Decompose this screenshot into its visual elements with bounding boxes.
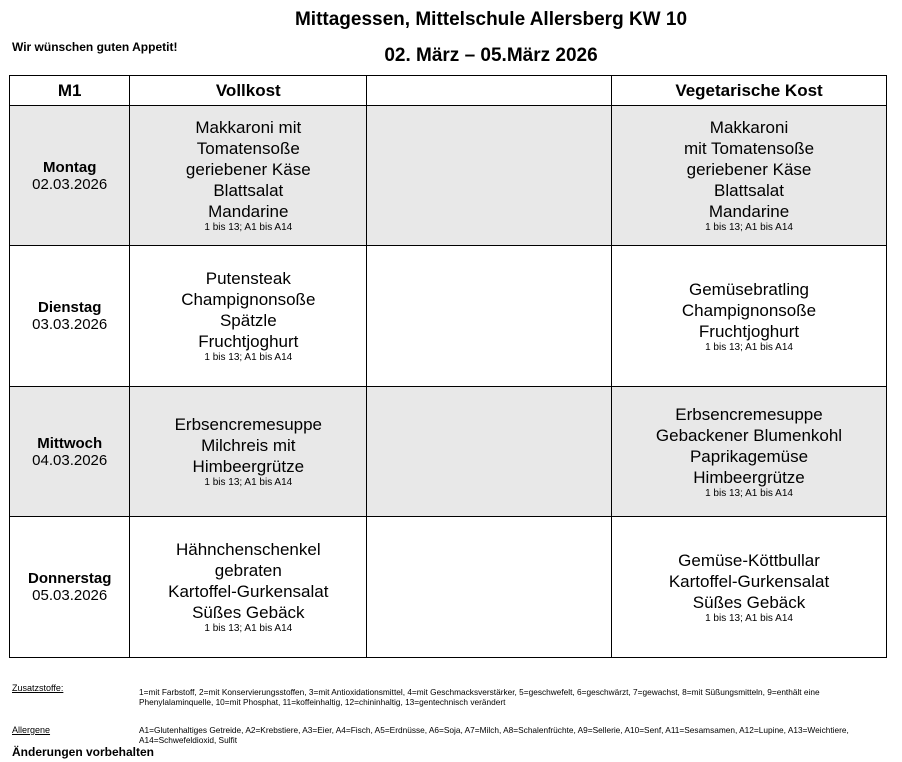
allergen-note: 1 bis 13; A1 bis A14 xyxy=(204,352,293,363)
dish-line: Blattsalat xyxy=(213,181,284,200)
empty-cell xyxy=(367,246,612,387)
dish-line: Putensteak xyxy=(205,269,291,288)
dish-line: Erbsencremesuppe xyxy=(675,404,823,424)
dish-line: Süßes Gebäck xyxy=(192,603,305,622)
dish-line: Paprikagemüse xyxy=(689,446,809,466)
vegetarisch-cell xyxy=(612,517,887,658)
empty-cell xyxy=(367,387,612,517)
dish-line: Milchreis mit xyxy=(201,436,296,455)
allergen-note: 1 bis 13; A1 bis A14 xyxy=(204,623,293,634)
day-name: Mittwoch xyxy=(37,434,103,452)
dish-line: Kartoffel-Gurkensalat xyxy=(668,571,830,591)
menu-table xyxy=(9,75,887,658)
vollkost-cell xyxy=(130,387,367,517)
vollkost-cell xyxy=(130,106,367,246)
dish-line: Erbsencremesuppe xyxy=(174,415,323,434)
allergene-label: Allergene xyxy=(12,725,51,735)
column-header-vollkost: Vollkost xyxy=(130,76,367,106)
allergen-note: 1 bis 13; A1 bis A14 xyxy=(204,477,293,488)
dish-line: gebraten xyxy=(214,561,282,580)
dish-line: Himbeergrütze xyxy=(192,457,305,476)
dish-line: Blattsalat xyxy=(714,181,784,200)
dish-line: Himbeergrütze xyxy=(693,467,805,487)
zusatzstoffe-text: 1=mit Farbstoff, 2=mit Konservierungsstoffen, 3=mit Antioxidationsmittel, 4=mit Geschmacksverstärker, 5=geschwefelt, 6=geschwärzt, 7=gewachst, 8=mit Süßungsmitteln, 9=enthält eine Phenylalaminquelle, 10=mit Phosphat, 11=koffeinhaltig, 12=chininhaltig, 13=gentechnisch verändert xyxy=(139,687,820,707)
dish-line: Mandarine xyxy=(708,202,790,221)
vollkost-cell xyxy=(130,517,367,658)
dish-line: Makkaroni xyxy=(709,118,789,137)
date-range: 02. März – 05.März 2026 xyxy=(384,45,598,66)
table-row xyxy=(10,106,887,246)
day-cell xyxy=(10,387,130,517)
table-row xyxy=(10,517,887,658)
allergene-text: A1=Glutenhaltiges Getreide, A2=Krebstiere, A3=Eier, A4=Fisch, A5=Erdnüsse, A6=Soja, A7=Milch, A8=Schalenfrüchte, A9=Sellerie, A10=Senf, A11=Sesamsamen, A12=Lupine, A13=Weichtiere, A14=Schwefeldioxid, Sulfit xyxy=(139,725,849,745)
header-row xyxy=(10,76,887,106)
allergen-note: 1 bis 13; A1 bis A14 xyxy=(705,612,793,624)
allergen-note: 1 bis 13; A1 bis A14 xyxy=(705,341,793,353)
changes-note: Änderungen vorbehalten xyxy=(12,745,155,759)
dish-line: Makkaroni mit xyxy=(195,118,302,137)
empty-cell xyxy=(367,517,612,658)
column-header-m1: M1 xyxy=(10,76,130,106)
dish-line: Süßes Gebäck xyxy=(692,592,806,612)
column-header-vegetarisch: Vegetarische Kost xyxy=(612,76,887,106)
empty-cell xyxy=(367,106,612,246)
table-row xyxy=(10,387,887,517)
dish-line: geriebener Käse xyxy=(185,160,311,179)
vegetarisch-cell xyxy=(612,106,887,246)
zusatzstoffe-label: Zusatzstoffe: xyxy=(12,683,64,693)
day-date: 03.03.2026 xyxy=(32,316,108,333)
dish-line: Hähnchenschenkel xyxy=(176,540,321,559)
day-date: 05.03.2026 xyxy=(32,587,108,604)
page-title: Mittagessen, Mittelschule Allersberg KW 10 xyxy=(294,9,688,30)
allergen-note: 1 bis 13; A1 bis A14 xyxy=(705,487,793,499)
day-name: Donnerstag xyxy=(28,570,112,587)
dish-line: Spätzle xyxy=(219,311,277,330)
dish-line: Gemüse-Köttbullar xyxy=(678,550,820,570)
allergen-note: 1 bis 13; A1 bis A14 xyxy=(705,222,793,233)
dish-line: geriebener Käse xyxy=(686,160,812,179)
vegetarisch-cell xyxy=(612,246,887,387)
day-name: Montag xyxy=(43,158,97,176)
vegetarisch-cell xyxy=(612,387,887,517)
dish-line: Kartoffel-Gurkensalat xyxy=(168,582,329,601)
dish-line: Gebackener Blumenkohl xyxy=(655,425,843,445)
table-row xyxy=(10,246,887,387)
day-cell xyxy=(10,517,130,658)
dish-line: mit Tomatensoße xyxy=(683,139,815,158)
dish-line: Mandarine xyxy=(208,202,289,221)
greeting-text: Wir wünschen guten Appetit! xyxy=(12,40,178,54)
day-cell xyxy=(10,246,130,387)
dish-line: Gemüsebratling xyxy=(689,279,810,299)
vollkost-cell xyxy=(130,246,367,387)
day-date: 04.03.2026 xyxy=(32,451,108,469)
allergen-note: 1 bis 13; A1 bis A14 xyxy=(204,222,293,233)
column-header-empty xyxy=(367,76,612,106)
dish-line: Champignonsoße xyxy=(681,300,817,320)
dish-line: Fruchtjoghurt xyxy=(198,332,299,351)
dish-line: Tomatensoße xyxy=(196,139,300,158)
day-name: Dienstag xyxy=(38,299,102,316)
day-cell xyxy=(10,106,130,246)
dish-line: Champignonsoße xyxy=(181,290,316,309)
day-date: 02.03.2026 xyxy=(32,175,108,193)
dish-line: Fruchtjoghurt xyxy=(698,321,800,341)
